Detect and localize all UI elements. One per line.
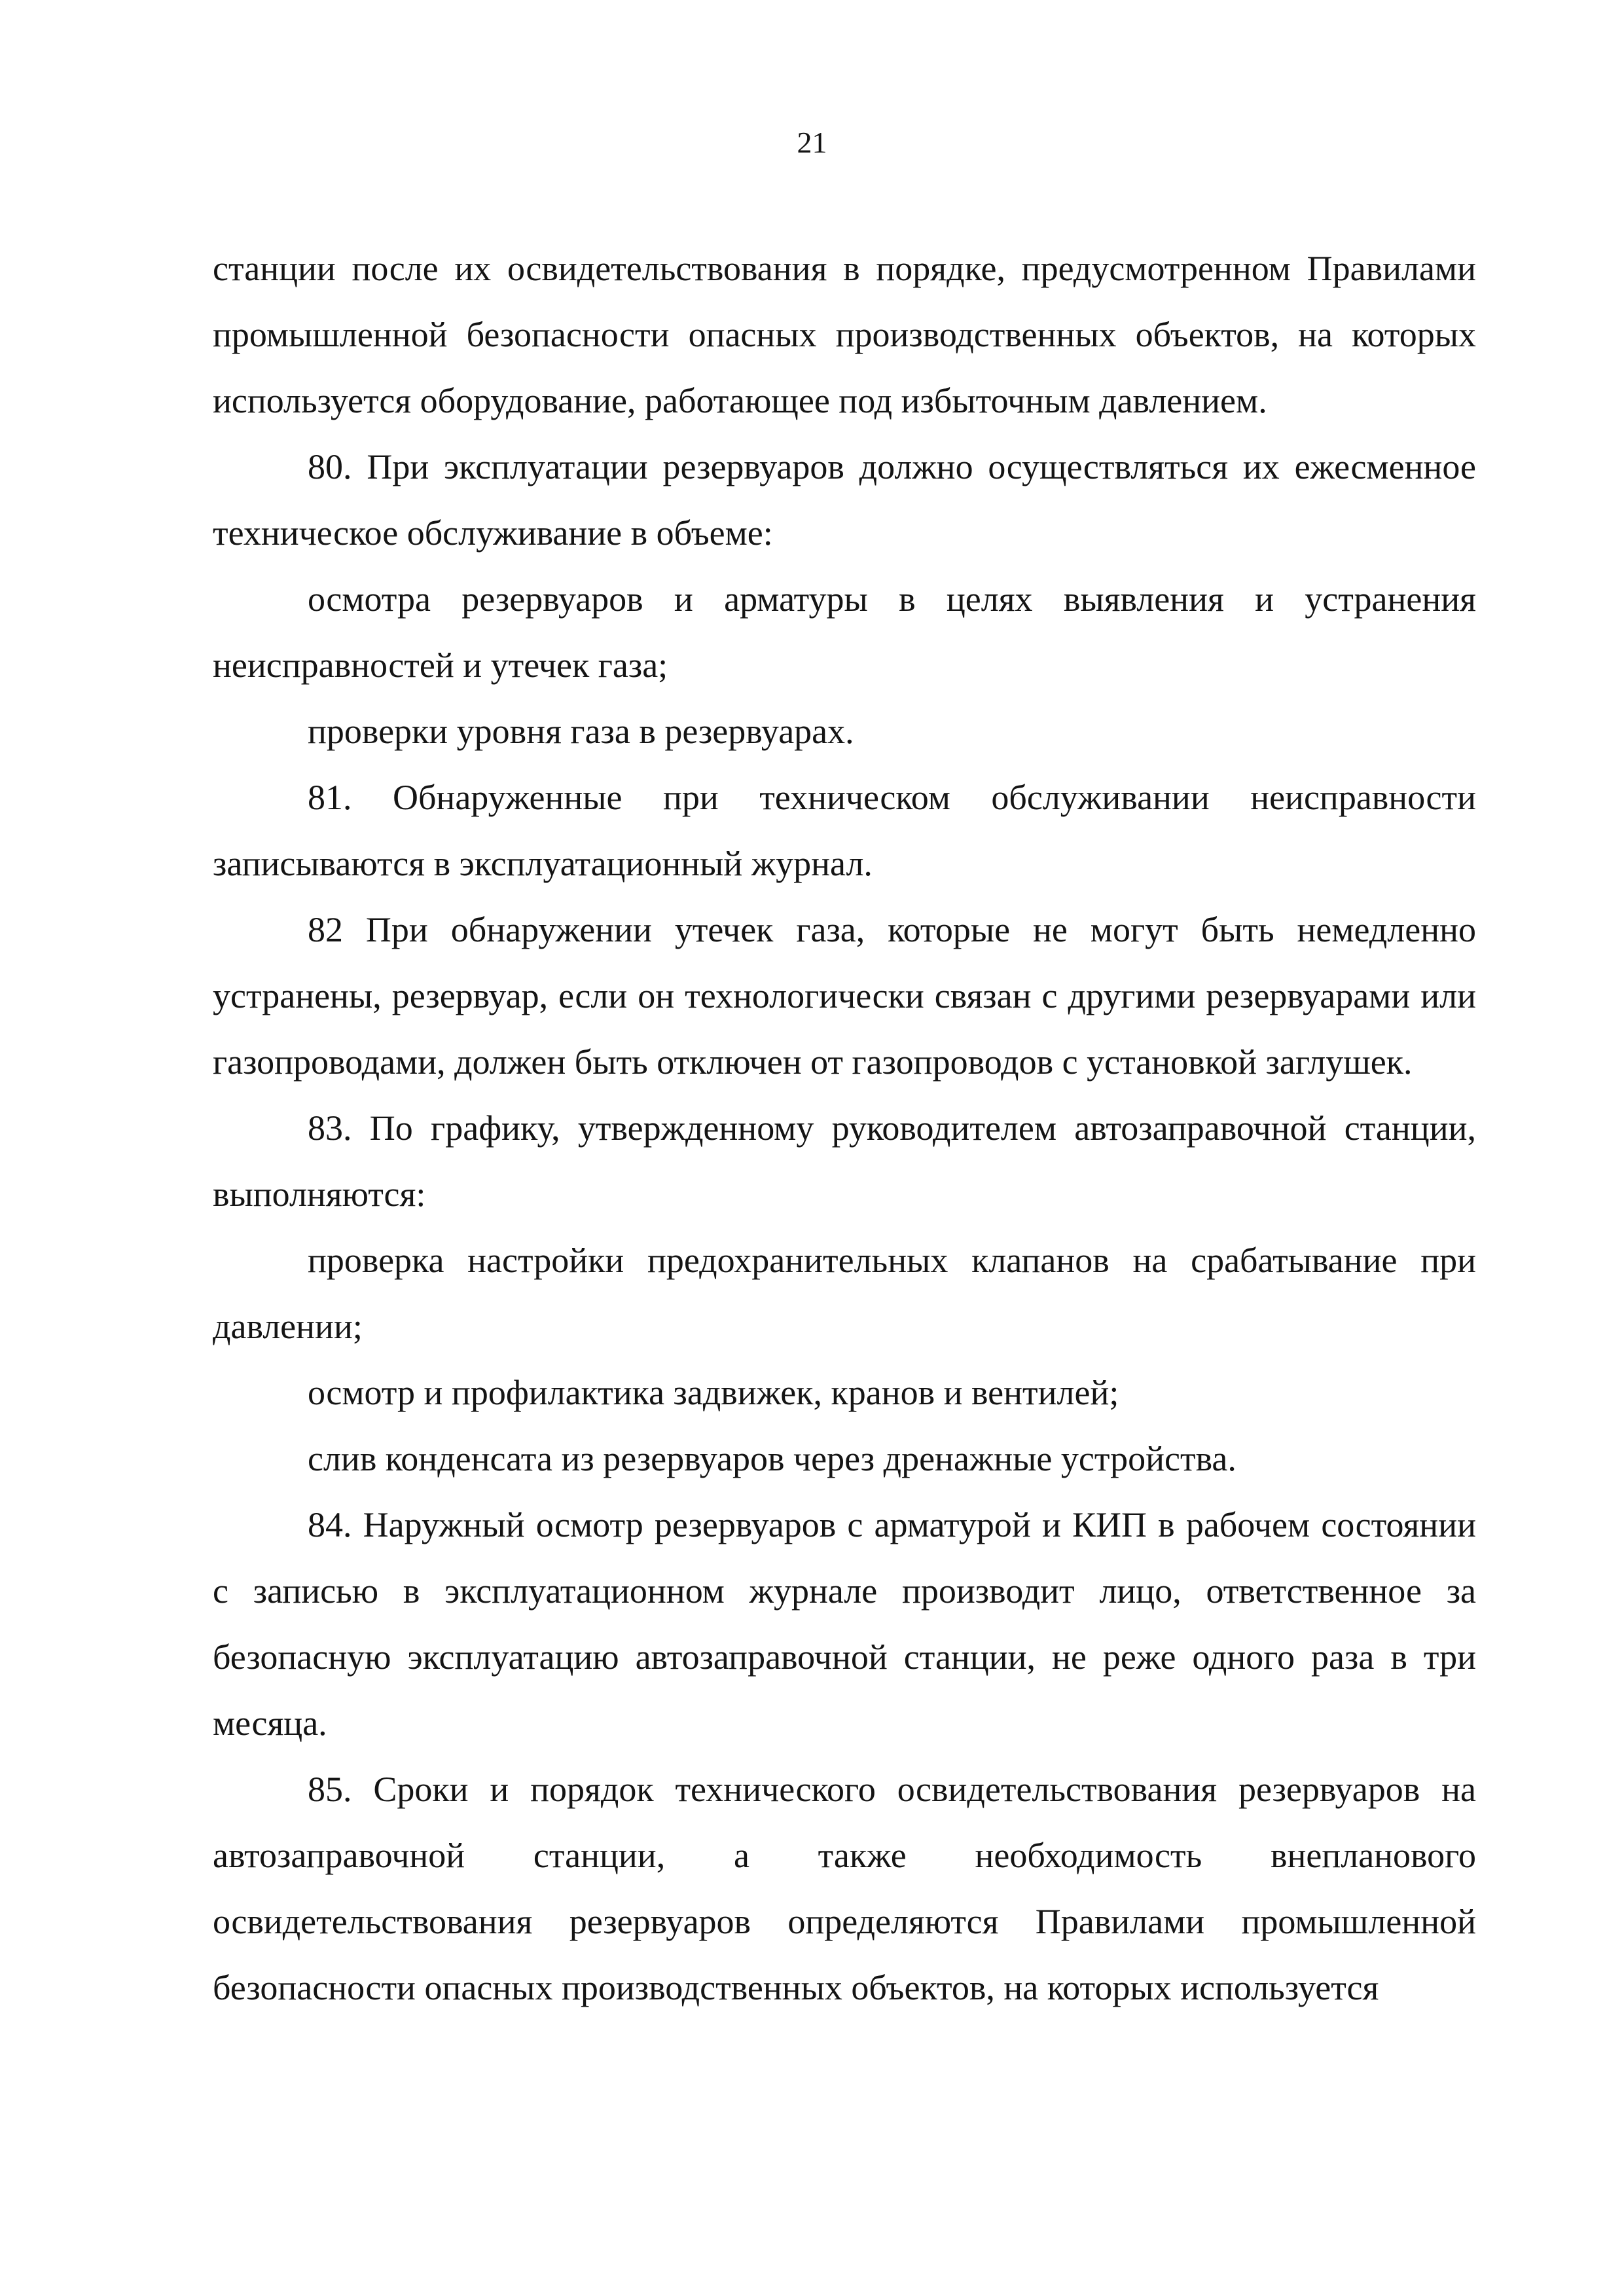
list-item-condensate-drain: слив конденсата из резервуаров через дренажные устройства. [308, 1439, 1236, 1478]
body-text [213, 236, 1476, 2021]
list-item-valve-check: проверка настройки предохранительных клапанов на срабатывание при давлении; [213, 1241, 1476, 1346]
paragraph-84: 84. Наружный осмотр резервуаров с арматурой и КИП в рабочем состоянии с записью в эксплуатационном журнале производит лицо, ответственное за безопасную эксплуатацию автозаправочной станции, не реже одного раза в три месяца. [213, 1505, 1476, 1743]
paragraph-80: 80. При эксплуатации резервуаров должно осуществляться их ежесменное техническое обслуживание в объеме: [213, 447, 1476, 553]
paragraph-continuation: станции после их освидетельствования в порядке, предусмотренном Правилами промышленной безопасности опасных производственных объектов, на которых используется оборудование, работающее под избыточным давлением. [213, 249, 1476, 420]
paragraph-82: 82 При обнаружении утечек газа, которые не могут быть немедленно устранены, резервуар, если он технологически связан с другими резервуарами или газопроводами, должен быть отключен от газопроводов с установкой заглушек. [213, 910, 1476, 1082]
paragraph-85: 85. Сроки и порядок технического освидетельствования резервуаров на автозаправочной станции, а также необходимость внепланового освидетельствования резервуаров определяются Правилами промышленной безопасности опасных производственных объектов, на которых используется [213, 1770, 1476, 2007]
page-number: 21 [797, 126, 827, 159]
list-item-inspection: осмотра резервуаров и арматуры в целях выявления и устранения неисправностей и утечек газа; [213, 579, 1476, 685]
list-item-gate-maintenance: осмотр и профилактика задвижек, кранов и вентилей; [308, 1373, 1119, 1412]
paragraph-81: 81. Обнаруженные при техническом обслуживании неисправности записываются в эксплуатационный журнал. [213, 778, 1476, 883]
list-item-gas-level: проверки уровня газа в резервуарах. [308, 712, 854, 751]
paragraph-83: 83. По графику, утвержденному руководителем автозаправочной станции, выполняются: [213, 1108, 1476, 1214]
